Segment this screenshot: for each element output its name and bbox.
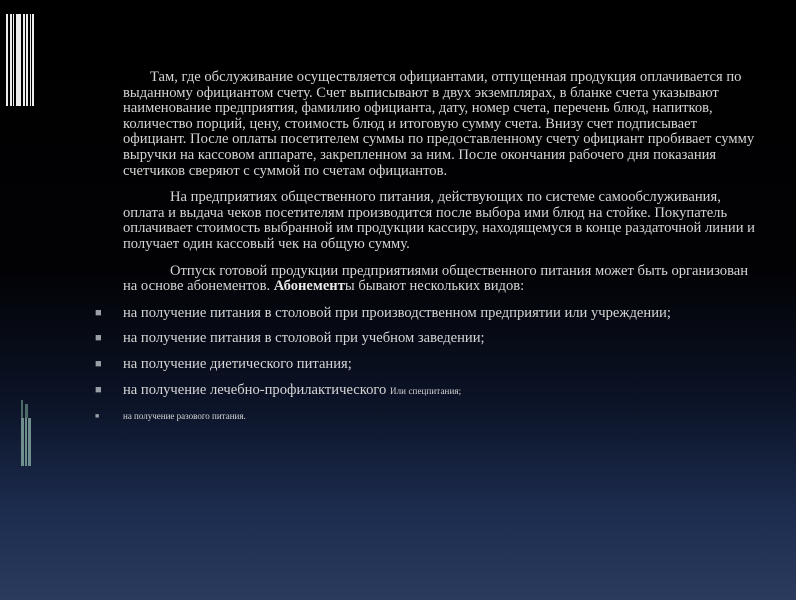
paragraph-subscriptions [95, 264, 755, 295]
list-item-text: на получение лечебно-профилактического [123, 381, 390, 398]
square-bullet-icon: ■ [95, 412, 100, 421]
list-item [95, 383, 755, 400]
square-bullet-icon: ■ [95, 383, 102, 396]
paragraph-waiter-service: Там, где обслуживание осуществляется официантами, отпущенная продукция оплачивается по выданному официантом счету. Счет выписывают в двух экземплярах, в бланке счета указывают наименование предприятия, фамилию официанта, дату, номер счета, перечень блюд, напитков, количество порций, цену, стоимость блюд и итоговую сумму счета. Внизу счет подписывает официант. После оплаты посетителем суммы по предоставленному счету официант пробивает сумму выручки на кассовом аппарате, закрепленном за ним. После окончания рабочего дня показания счетчиков сверяют с суммой по счетам официантов. [123, 69, 755, 179]
striped-ornament-icon [0, 0, 40, 600]
list-item-text: на получение питания в столовой при учебном заведении; [123, 330, 485, 347]
square-bullet-icon: ■ [95, 306, 102, 319]
list-item [95, 409, 755, 425]
text-body [95, 70, 755, 435]
list-item [95, 306, 755, 322]
list-item-text: на получение разового питания. [123, 411, 246, 422]
paragraph-subscriptions-bold: Абонемент [273, 278, 345, 295]
square-bullet-icon: ■ [95, 357, 102, 370]
list-item-text: на получение диетического питания; [123, 355, 352, 372]
list-item [95, 357, 755, 373]
paragraph-subscriptions-start: Отпуск готовой продукции предприятиями общественного питания может быть организован на основе абонементов. [123, 262, 749, 295]
subscription-types-list [95, 306, 755, 425]
list-item-small-text: Или спецпитания; [389, 385, 462, 396]
square-bullet-icon: ■ [95, 332, 102, 345]
paragraph-subscriptions-end: ы бывают нескольких видов: [344, 278, 525, 295]
list-item-text: на получение питания в столовой при производственном предприятии или учреждении; [123, 304, 671, 321]
list-item [95, 331, 755, 347]
paragraph-self-service: На предприятиях общественного питания, действующих по системе самообслуживания, оплата и выдача чеков посетителям производится после выбора ими блюд на стойке. Покупатель оплачивает стоимость выбранной им продукции кассиру, находящемуся в конце раздаточной линии и получает один кассовый чек на общую сумму. [123, 189, 755, 252]
